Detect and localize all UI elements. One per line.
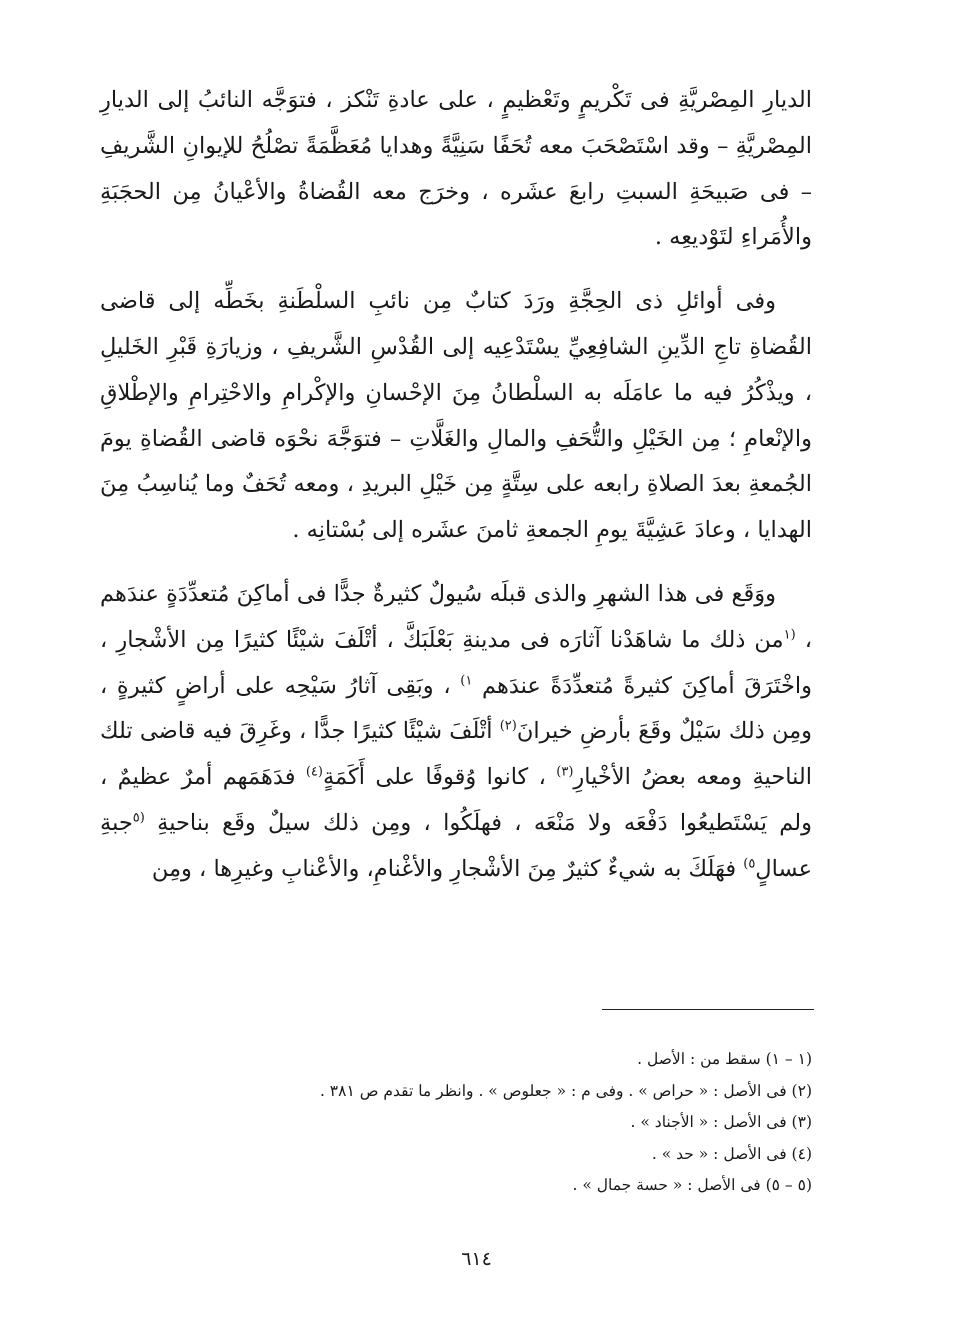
paragraph-text: الديارِ المِصْريَّةِ فى تَكْريمٍ وتَعْظيمٍ ، على عادةِ تَنْكز ، فتوَجَّه النائبُ إلى الديارِ المِصْريَّةِ – وقد اسْتَصْحَبَ معه تُحَفًا سَنِيَّةً وهدايا مُعَظَّمَةً تصْلُحُ للإيوانِ الشَّريفِ – فى صَبيحَةِ السبتِ رابعَ عشَره ، وخرَج معه القُضاةُ والأعْيانُ مِن الحجَبَةِ والأُمَراءِ لتَوْديعِه . xyxy=(100,87,812,251)
paragraph-2 xyxy=(100,279,812,554)
page-number: ٦١٤ xyxy=(461,1248,492,1270)
footnote-marker-5-start: (٥ xyxy=(132,810,145,826)
footnote-marker-2: (٢) xyxy=(499,718,517,734)
paragraph-text: أتْلَفَ شيْئًا كثيرًا جدًّا ، وغَرِقَ فيه قاضى تلك الناحيةِ ومعه بعضُ الأخْيارِ xyxy=(100,718,812,791)
paragraph-text: ووَقَع فى هذا الشهرِ والذى قبلَه سُيولٌ كثيرةٌ جدًّا فى أماكِنَ مُتعدِّدَةٍ عندَهم ، xyxy=(100,580,813,653)
paragraph-text: فدَهَمَهم أمرٌ عظيمٌ ، ولم يَسْتَطيعُوا دَفْعَه ولا مَنْعَه ، فهلَكُوا ، ومِن ذلك سيلٌ وقَع بناحيةِ xyxy=(100,764,812,836)
paragraph-text: جبةِ عسالٍ xyxy=(100,809,812,882)
footnote-marker-4: (٤) xyxy=(305,764,323,780)
footnote-marker-3: (٣) xyxy=(556,764,574,780)
footnote-separator xyxy=(602,1009,814,1010)
footnote-marker-1-end: ١) xyxy=(460,673,473,689)
footnote-1: (١ – ١) سقط من : الأصل . xyxy=(637,1050,812,1068)
footnote-marker-5-end: ٥) xyxy=(743,856,756,872)
footnote-marker-1-start: (١ xyxy=(783,627,796,643)
paragraph-text: ، وبَقِى آثارُ سَيْحِه على أراضٍ كثيرةٍ ، ومِن ذلك سَيْلٌ وقَعَ بأرضِ خيرانَ xyxy=(100,672,813,745)
main-text xyxy=(100,78,812,893)
footnote-4: (٤) فى الأصل : « حد » . xyxy=(651,1144,812,1163)
paragraph-text: ، كانوا وُقوفًا على أَكَمَةٍ xyxy=(322,764,557,791)
footnotes xyxy=(200,1044,812,1202)
paragraph-text: من ذلك ما شاهَدْنا آثارَه فى مدينةِ بَعْلَبَكَّ ، أتْلَفَ شيْئًا كثيرًا مِن الأشْجارِ ، واخْتَرَقَ أماكِنَ كثيرةً مُتعدِّدَةً عندَهم xyxy=(100,626,812,699)
footnote-2: (٢) فى الأصل : « حراص » . وفى م : « جعلوص » . وانظر ما تقدم ص ٣٨١ . xyxy=(319,1081,812,1100)
paragraph-text: فهَلَكَ به شيءٌ كثيرٌ مِنَ الأشْجارِ والأغْنامِ، والأعْنابِ وغيرِها ، ومِن xyxy=(151,855,744,882)
footnote-3: (٣) فى الأصل : « الأجناد » . xyxy=(630,1113,812,1131)
footnote-5: (٥ – ٥) فى الأصل : « حسة جمال » . xyxy=(572,1176,812,1194)
paragraph-1 xyxy=(100,78,812,261)
paragraph-3 xyxy=(100,572,812,893)
paragraph-text: وفى أوائلِ ذى الحِجَّةِ ورَدَ كتابٌ مِن نائبِ السلْطَنةِ بخَطِّه إلى قاضى القُضاةِ تاجِ الدِّينِ الشافِعِيِّ يسْتَدْعِيه إلى القُدْسِ الشَّريفِ ، وزيارَةِ قَبْرِ الخَليلِ ، ويذْكُرُ فيه ما عامَلَه به السلْطانُ مِنَ الإحْسانِ والإكْرامِ والاحْتِرامِ والإطْلاقِ والإنْعامِ ؛ مِن الخَيْلِ والتُّحَفِ والمالِ والغَلَّاتِ – فتوَجَّهَ نحْوَه قاضى القُضاةِ يومَ الجُمعةِ بعدَ الصلاةِ رابعه على سِتَّةٍ مِن خَيْلِ البريدِ ، ومعه تُحَفٌ وما يُناسِبُ مِنَ الهدايا ، وعادَ عَشِيَّةَ يومِ الجمعةِ ثامنَ عشَره إلى بُسْتانِه . xyxy=(100,288,812,544)
